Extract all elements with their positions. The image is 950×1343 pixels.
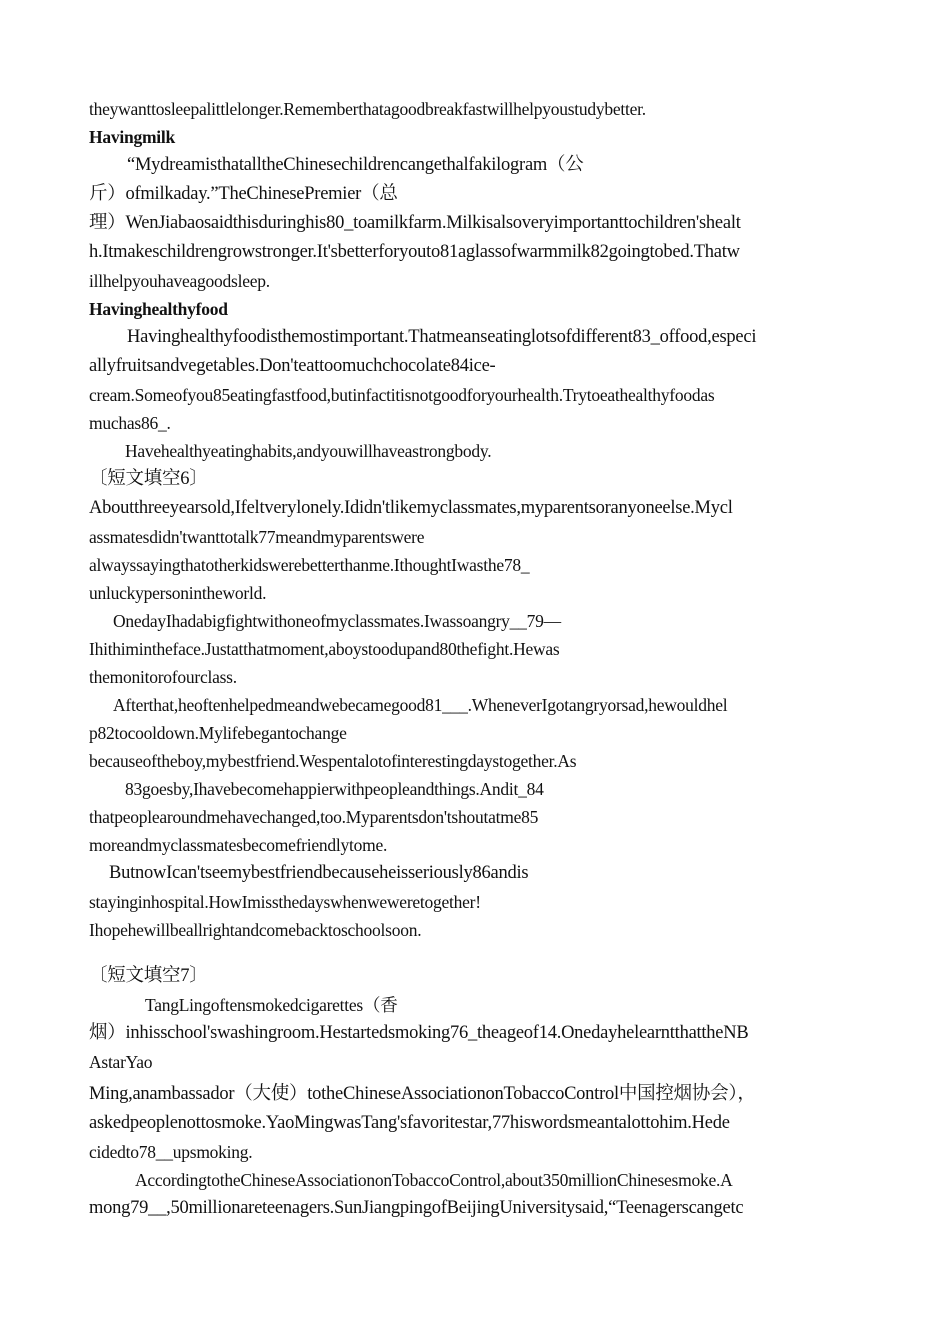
text-line: Ihithimintheface.Justatthatmoment,aboystoodupand80thefight.Hewas [89, 639, 560, 659]
text-line: illhelpyouhaveagoodsleep. [89, 271, 270, 291]
text-line: thatpeoplearoundmehavechanged,too.Myparentsdon'tshoutatme85 [89, 807, 539, 827]
text-line: muchas86_. [89, 413, 171, 433]
text-line: unluckypersonintheworld. [89, 583, 267, 603]
text-line: themonitorofourclass. [89, 667, 237, 687]
section-heading-having-healthy-food: Havinghealthyfood [89, 299, 228, 319]
text-line: “MydreamisthatalltheChinesechildrencangethalfakilogram（公 [127, 155, 584, 175]
text-line: Aboutthreeyearsold,Ifeltverylonely.Ididn'tlikemyclassmates,myparentsoranyoneelse.Mycl [89, 498, 733, 518]
text-line: cream.Someofyou85eatingfastfood,butinfactitisnotgoodforyourhealth.Trytoeathealthyfoodas [89, 385, 715, 405]
text-line: Havehealthyeatinghabits,andyouwillhaveastrongbody. [125, 441, 492, 461]
text-line: mong79__,50millionareteenagers.SunJiangpingofBeijingUniversitysaid,“Teenagerscangetc [89, 1198, 744, 1218]
text-line: TangLingoftensmokedcigarettes（香 [145, 995, 398, 1015]
text-line: moreandmyclassmatesbecomefriendlytome. [89, 835, 388, 855]
text-line: OnedayIhadabigfightwithoneofmyclassmates.Iwassoangry__79— [113, 611, 561, 631]
text-line: Afterthat,heoftenhelpedmeandwebecamegood81___.WheneverIgotangryorsad,hewouldhel [113, 695, 728, 715]
text-line: 理）WenJiabaosaidthisduringhis80_toamilkfarm.Milkisalsoveryimportanttochildren'shealt [89, 213, 741, 233]
text-line: allyfruitsandvegetables.Don'teattoomuchchocolate84ice- [89, 356, 496, 376]
text-line: becauseoftheboy,mybestfriend.Wespentalotofinterestingdaystogether.As [89, 751, 577, 771]
text-line: Havinghealthyfoodisthemostimportant.Thatmeanseatinglotsofdifferent83_offood,especi [127, 327, 757, 347]
text-line: h.Itmakeschildrengrowstronger.It'sbetterforyouto81aglassofwarmmilk82goingtobed.Thatw [89, 242, 740, 262]
text-line: alwayssayingthatotherkidswerebetterthanme.IthoughtIwasthe78_ [89, 555, 530, 575]
text-line: p82tocooldown.Mylifebegantochange [89, 723, 347, 743]
text-line: ButnowIcan'tseemybestfriendbecauseheisseriously86andis [109, 863, 529, 883]
text-line: AstarYao [89, 1052, 153, 1072]
text-line: 烟）inhisschool'swashingroom.Hestartedsmoking76_theageof14.OnedayhelearntthattheNB [89, 1023, 749, 1043]
exercise-heading-6: 〔短文填空6〕 [89, 469, 208, 489]
text-line: 83goesby,Ihavebecomehappierwithpeopleandthings.Andit_84 [125, 779, 544, 799]
text-line: Ihopehewillbeallrightandcomebacktoschoolsoon. [89, 920, 422, 940]
exercise-heading-7: 〔短文填空7〕 [89, 966, 208, 986]
text-line: assmatesdidn'twanttotalk77meandmyparentswere [89, 527, 425, 547]
text-line: stayinginhospital.HowImissthedayswhenweweretogether! [89, 892, 481, 912]
text-line: askedpeoplenottosmoke.YaoMingwasTang'sfavoritestar,77hiswordsmeantalottohim.Hede [89, 1113, 730, 1133]
text-line: AccordingtotheChineseAssociationonTobaccoControl,about350millionChinesesmoke.A [135, 1170, 733, 1190]
text-line: 斤）ofmilkaday.”TheChinesePremier（总 [89, 184, 398, 204]
text-line: cidedto78__upsmoking. [89, 1142, 253, 1162]
section-heading-having-milk: Havingmilk [89, 127, 175, 147]
text-line: Ming,anambassador（大使）totheChineseAssociationonTobaccoControl中国控烟协会）， [89, 1084, 756, 1104]
paragraph-gap [89, 944, 862, 962]
text-line: theywanttosleepalittlelonger.Rememberthatagoodbreakfastwillhelpyoustudybetter. [89, 99, 646, 119]
